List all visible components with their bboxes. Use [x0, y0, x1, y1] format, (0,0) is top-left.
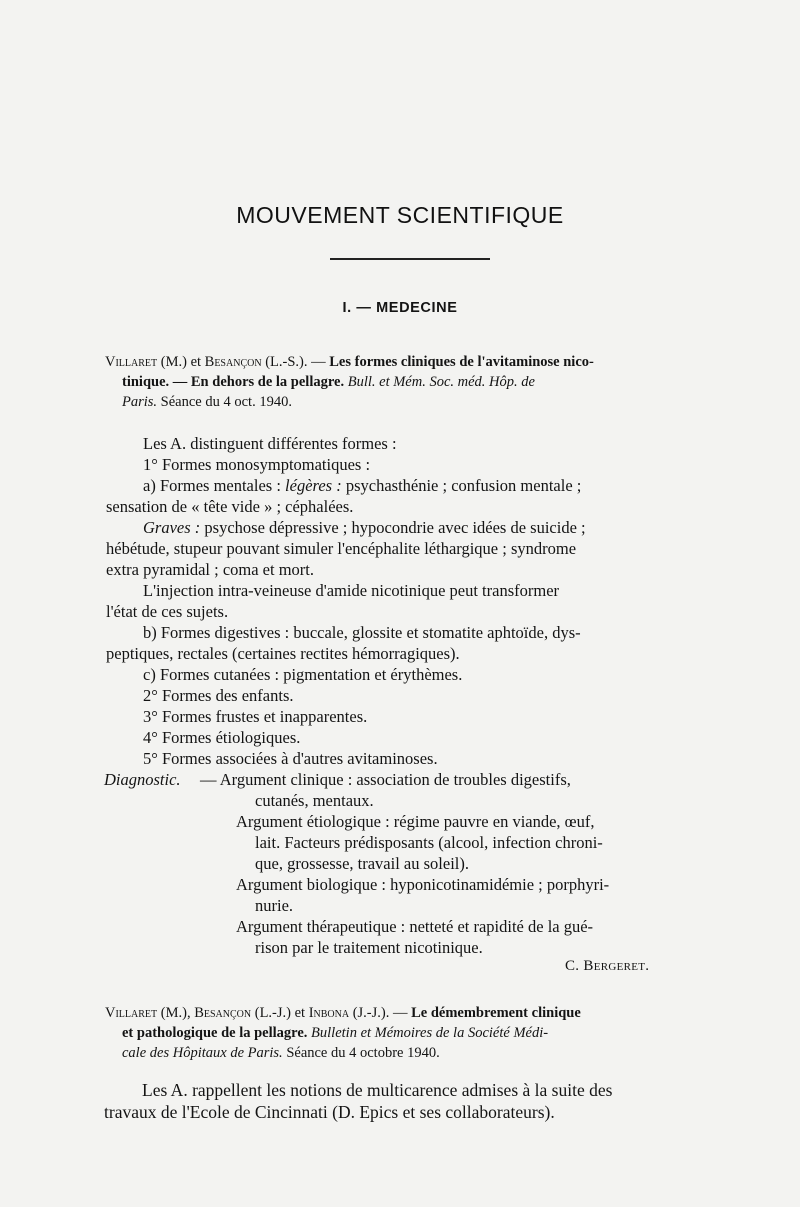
article1-ref-line-3: [122, 392, 292, 412]
author-name: Villaret: [105, 354, 158, 370]
body-line: Les A. rappellent les notions de multicarence admises à la suite des: [142, 1080, 613, 1100]
article2-ref-line-2: [122, 1023, 548, 1043]
article-title: Les formes cliniques de l'avitaminose nico-: [329, 354, 594, 370]
body-line: 5° Formes associées à d'autres avitaminoses.: [143, 749, 438, 768]
diagnostic-line: — Argument clinique : association de troubles digestifs,: [200, 770, 571, 789]
body-line: travaux de l'Ecole de Cincinnati (D. Epics et ses collaborateurs).: [104, 1102, 555, 1122]
journal-name: cale des Hôpitaux de Paris.: [122, 1045, 283, 1061]
body-line: 4° Formes étiologiques.: [143, 728, 301, 747]
journal-name: Paris.: [122, 394, 158, 410]
body-line: Graves : psychose dépressive ; hypocondrie avec idées de suicide ;: [143, 518, 586, 537]
diagnostic-line: que, grossesse, travail au soleil).: [255, 854, 469, 873]
diagnostic-line: Argument biologique : hyponicotinamidémie ; porphyri-: [236, 875, 610, 894]
title-rule: [330, 258, 490, 260]
article1-ref-line-1: Villaret (M.) et Besançon (L.-S.). — Les formes cliniques de l'avitaminose nico-: [105, 354, 594, 370]
diagnostic-line: nurie.: [255, 896, 294, 915]
diagnostic-line: cutanés, mentaux.: [255, 791, 374, 810]
body-line: b) Formes digestives : buccale, glossite et stomatite aphtoïde, dys-: [143, 623, 581, 642]
diagnostic-line: Argument thérapeutique : netteté et rapidité de la gué-: [236, 917, 594, 936]
body-line: c) Formes cutanées : pigmentation et érythèmes.: [143, 665, 463, 684]
body-line: extra pyramidal ; coma et mort.: [106, 560, 315, 579]
author-name: Villaret: [105, 1005, 158, 1021]
author-signature: C. Bergeret.: [565, 958, 650, 974]
body-line: hébétude, stupeur pouvant simuler l'encéphalite léthargique ; syndrome: [106, 539, 577, 558]
body-line: 3° Formes frustes et inapparentes.: [143, 707, 368, 726]
article2-ref-line-1: Villaret (M.), Besançon (L.-J.) et Inbona (J.-J.). — Le démembrement clinique: [105, 1005, 581, 1021]
diagnostic-line: rison par le traitement nicotinique.: [255, 938, 483, 957]
session-date: Séance du 4 oct. 1940.: [157, 394, 292, 410]
body-line: Les A. distinguent différentes formes :: [143, 434, 397, 453]
author-name: Besançon: [194, 1005, 252, 1021]
body-line: L'injection intra-veineuse d'amide nicotinique peut transformer: [143, 581, 560, 600]
diagnostic-line: lait. Facteurs prédisposants (alcool, infection chroni-: [255, 833, 603, 852]
diagnostic-label: Diagnostic.: [104, 770, 181, 789]
article-title: Le démembrement clinique: [411, 1005, 581, 1021]
body-line: 1° Formes monosymptomatiques :: [143, 455, 371, 474]
body-line: a) Formes mentales : légères : psychasthénie ; confusion mentale ;: [143, 476, 582, 495]
body-line: peptiques, rectales (certaines rectites hémorragiques).: [106, 644, 460, 663]
journal-name: Bull. et Mém. Soc. méd. Hôp. de: [344, 374, 535, 390]
session-date: Séance du 4 octobre 1940.: [282, 1045, 440, 1061]
article2-ref-line-3: [122, 1043, 440, 1063]
subsection-heading: I. — MEDECINE: [342, 300, 458, 316]
article-title: et pathologique de la pellagre.: [122, 1025, 308, 1041]
body-line: 2° Formes des enfants.: [143, 686, 294, 705]
body-line: sensation de « tête vide » ; céphalées.: [106, 497, 354, 516]
journal-name: Bulletin et Mémoires de la Société Médi-: [307, 1025, 549, 1041]
article1-ref-line-2: [122, 372, 535, 392]
diagnostic-line: Argument étiologique : régime pauvre en viande, œuf,: [236, 812, 595, 831]
body-line: l'état de ces sujets.: [106, 602, 229, 621]
author-name: Besançon: [204, 354, 262, 370]
author-name: Inbona: [308, 1005, 350, 1021]
section-title: MOUVEMENT SCIENTIFIQUE: [236, 202, 564, 228]
article-title: tinique. — En dehors de la pellagre.: [122, 374, 345, 390]
